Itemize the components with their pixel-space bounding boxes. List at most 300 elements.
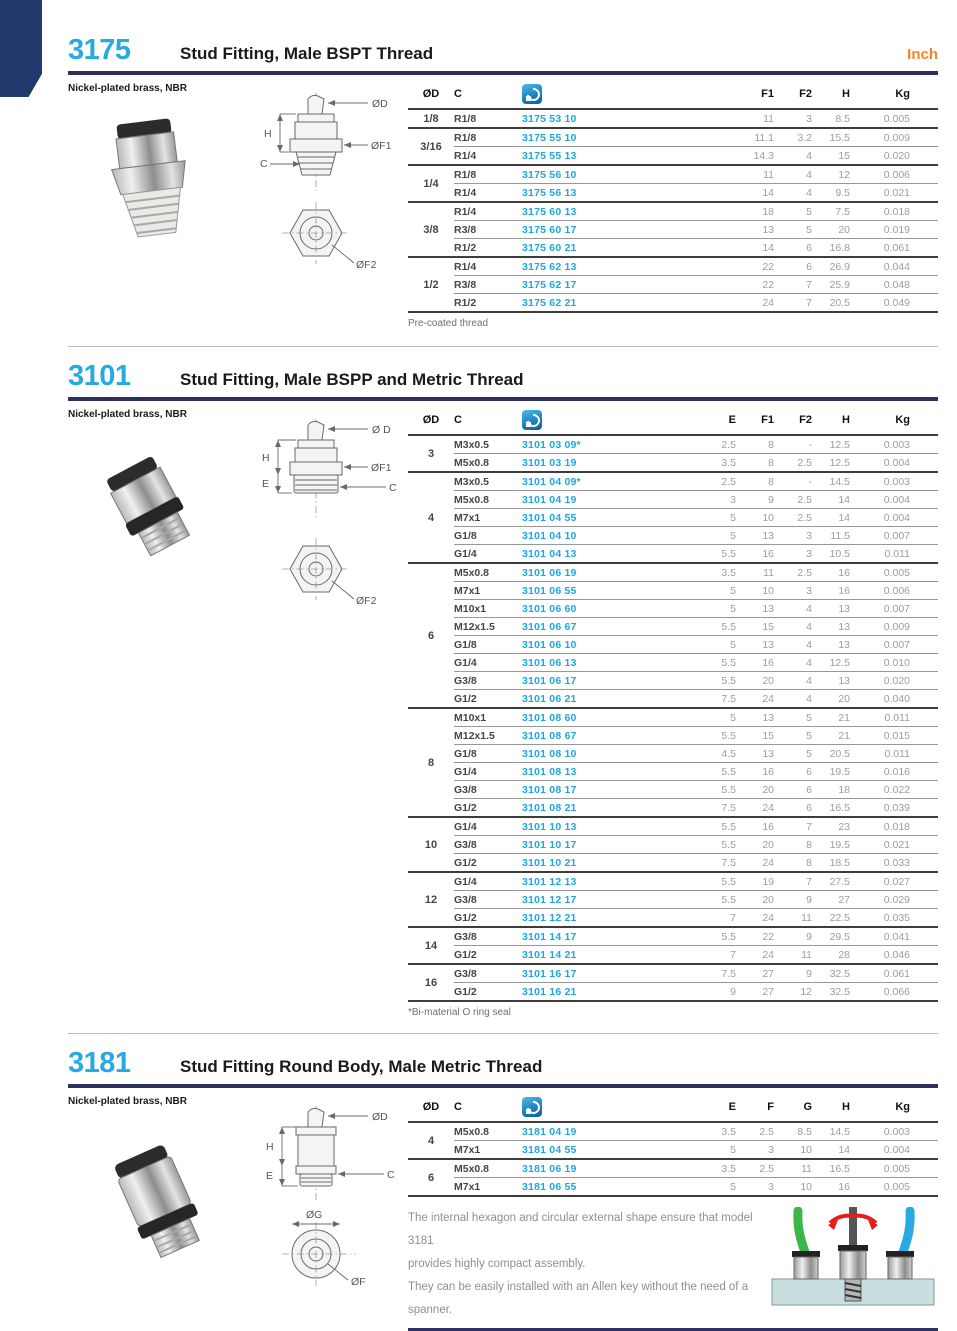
col-header-f: F [767, 1101, 774, 1113]
dim-value-cell: 11 [782, 1159, 820, 1178]
dim-value-cell: 24 [744, 799, 782, 818]
dim-value-cell: 7.5 [706, 964, 744, 983]
dim-value-cell: 24 [744, 946, 782, 965]
dim-value-cell: 14 [820, 1141, 858, 1160]
thread-cell: G1/8 [454, 636, 522, 654]
left-column [68, 1096, 408, 1296]
thread-cell: R1/8 [454, 128, 522, 147]
dim-value-cell: 20 [820, 690, 858, 709]
material-label: Nickel-plated brass, NBR [68, 1096, 187, 1107]
table-row [408, 1178, 938, 1197]
od-size-cell: 16 [408, 964, 454, 1001]
dim-value-cell: 14.3 [744, 147, 782, 166]
dim-value-cell: 20 [744, 781, 782, 799]
dim-value-cell: 16.8 [820, 239, 858, 258]
section-separator [68, 1033, 938, 1034]
part-number-cell: 3101 03 19 [522, 454, 706, 473]
dim-value-cell: 7 [782, 817, 820, 836]
dim-value-cell: 16 [744, 817, 782, 836]
dim-value-cell: 19.5 [820, 763, 858, 781]
dim-value-cell: 2.5 [782, 454, 820, 473]
dim-value-cell: 15 [820, 147, 858, 166]
dim-value-cell: 0.005 [858, 563, 938, 582]
dim-value-cell: 13 [744, 221, 782, 239]
dim-value-cell: 16.5 [820, 1159, 858, 1178]
dim-value-cell: 0.011 [858, 708, 938, 727]
product-photo [86, 449, 226, 589]
dim-value-cell: 0.015 [858, 727, 938, 745]
dim-value-cell: 11.1 [744, 128, 782, 147]
table-header-row [408, 409, 938, 435]
table-row [408, 1159, 938, 1178]
od-size-cell: 8 [408, 708, 454, 817]
dim-value-cell: 3 [744, 1178, 782, 1197]
thread-cell: G1/2 [454, 690, 522, 709]
dim-value-cell: 9 [744, 491, 782, 509]
dim-value-cell: 11 [744, 109, 782, 128]
diagram-label-g: ØG [306, 1209, 323, 1221]
dim-value-cell: 3 [744, 1141, 782, 1160]
dim-value-cell: 28 [820, 946, 858, 965]
dim-value-cell: 18 [744, 202, 782, 221]
dim-value-cell: 13 [744, 527, 782, 545]
dim-value-cell: 5 [706, 1178, 744, 1197]
brand-icon [522, 1097, 542, 1117]
thread-cell: G1/2 [454, 909, 522, 928]
dim-value-cell: 3.5 [706, 454, 744, 473]
od-size-cell: 1/2 [408, 257, 454, 312]
dim-value-cell: 2.5 [782, 563, 820, 582]
thread-cell: M7x1 [454, 582, 522, 600]
dim-value-cell: 21 [820, 708, 858, 727]
table-row [408, 294, 938, 313]
part-number-cell: 3101 08 21 [522, 799, 706, 818]
dim-value-cell: 27 [744, 983, 782, 1002]
thread-cell: M7x1 [454, 1141, 522, 1160]
part-number-cell: 3175 60 13 [522, 202, 744, 221]
dim-value-cell: 22 [744, 276, 782, 294]
dim-value-cell: 5 [782, 745, 820, 763]
dim-value-cell: 0.011 [858, 745, 938, 763]
thread-cell: G1/2 [454, 854, 522, 873]
part-number-cell: 3101 16 21 [522, 983, 706, 1002]
table-row [408, 927, 938, 946]
diagram-label-c: C [387, 1169, 395, 1181]
left-column [68, 409, 408, 1018]
dim-value-cell: 0.020 [858, 672, 938, 690]
right-column [408, 409, 938, 1018]
dim-value-cell: 3 [706, 491, 744, 509]
diagram-label-od: ØD [372, 98, 388, 110]
page-corner-tab [0, 0, 42, 97]
col-header-kg: Kg [895, 88, 910, 100]
dim-value-cell: 16 [744, 763, 782, 781]
dim-value-cell: 5 [706, 1141, 744, 1160]
part-number-cell: 3101 04 13 [522, 545, 706, 564]
part-number-cell: 3101 06 60 [522, 600, 706, 618]
dim-value-cell: 4 [782, 672, 820, 690]
table-row [408, 708, 938, 727]
dim-value-cell: 13 [820, 618, 858, 636]
dim-value-cell: 14.5 [820, 472, 858, 491]
dim-value-cell: 12.5 [820, 454, 858, 473]
dim-value-cell: 13 [744, 636, 782, 654]
thread-cell: G1/2 [454, 799, 522, 818]
dim-value-cell: 5.5 [706, 836, 744, 854]
part-number-cell: 3175 56 10 [522, 165, 744, 184]
thread-cell: R3/8 [454, 276, 522, 294]
product-note [408, 1207, 760, 1322]
dim-value-cell: 0.044 [858, 257, 938, 276]
thread-cell: R1/2 [454, 294, 522, 313]
table-row [408, 781, 938, 799]
col-header-f2: F2 [799, 88, 812, 100]
dim-value-cell: 16.5 [820, 799, 858, 818]
table-row [408, 872, 938, 891]
od-size-cell: 3/16 [408, 128, 454, 165]
dim-value-cell: 21 [820, 727, 858, 745]
dim-value-cell: 5.5 [706, 927, 744, 946]
od-size-cell: 6 [408, 563, 454, 708]
dim-value-cell: 5 [706, 527, 744, 545]
dim-value-cell: 20.5 [820, 294, 858, 313]
dim-value-cell: 22.5 [820, 909, 858, 928]
dim-value-cell: 6 [782, 799, 820, 818]
dim-value-cell: 2.5 [782, 491, 820, 509]
section-separator [68, 346, 938, 347]
diagram-label-f: ØF [351, 1276, 366, 1288]
dim-value-cell: 20 [744, 836, 782, 854]
part-number-cell: 3101 03 09* [522, 435, 706, 454]
dim-value-cell: 15 [744, 727, 782, 745]
section-body [68, 409, 938, 1018]
col-header-od: ØD [422, 414, 440, 426]
dim-value-cell: 0.040 [858, 690, 938, 709]
part-number-cell: 3181 06 19 [522, 1159, 706, 1178]
dim-value-cell: 8.5 [820, 109, 858, 128]
dim-value-cell: 24 [744, 294, 782, 313]
table-row [408, 239, 938, 258]
dim-value-cell: 5.5 [706, 763, 744, 781]
technical-diagram [236, 419, 406, 629]
section-3181 [68, 1047, 938, 1331]
table-row [408, 836, 938, 854]
dim-value-cell: 3.5 [706, 563, 744, 582]
dim-value-cell: 0.021 [858, 836, 938, 854]
dim-value-cell: 5 [706, 582, 744, 600]
dim-value-cell: 0.009 [858, 618, 938, 636]
dim-value-cell: 19.5 [820, 836, 858, 854]
dim-value-cell: 0.003 [858, 472, 938, 491]
dim-value-cell: 18.5 [820, 854, 858, 873]
dim-value-cell: 3 [782, 545, 820, 564]
dim-value-cell: 5 [782, 708, 820, 727]
col-header-c: C [454, 414, 462, 426]
dim-value-cell: 22 [744, 927, 782, 946]
part-number-cell: 3101 06 13 [522, 654, 706, 672]
note-line: provides highly compact assembly. [408, 1258, 586, 1270]
dim-value-cell: 5 [782, 202, 820, 221]
part-number-cell: 3101 12 21 [522, 909, 706, 928]
dim-value-cell: 12.5 [820, 435, 858, 454]
thread-cell: G1/4 [454, 545, 522, 564]
table-row [408, 491, 938, 509]
dim-value-cell: 16 [744, 545, 782, 564]
table-header-row [408, 83, 938, 109]
dim-value-cell: 20 [820, 221, 858, 239]
table-row [408, 202, 938, 221]
thread-cell: R1/2 [454, 239, 522, 258]
part-number-cell: 3101 08 60 [522, 708, 706, 727]
table-row [408, 817, 938, 836]
parts-table-3181 [408, 1096, 938, 1197]
dim-value-cell: 11 [744, 563, 782, 582]
dim-value-cell: 13 [820, 636, 858, 654]
table-row [408, 563, 938, 582]
dim-value-cell: 11 [744, 165, 782, 184]
dim-value-cell: 8.5 [782, 1122, 820, 1141]
dim-value-cell: - [782, 472, 820, 491]
thread-cell: R1/4 [454, 202, 522, 221]
col-header-h: H [842, 88, 850, 100]
col-header-part-number [522, 409, 706, 435]
part-number-cell: 3101 12 17 [522, 891, 706, 909]
diagram-label-c: C [260, 158, 268, 170]
dim-value-cell: 5.5 [706, 618, 744, 636]
thread-cell: M7x1 [454, 1178, 522, 1197]
diagram-label-od: Ø D [372, 424, 391, 436]
col-header-f1: F1 [761, 88, 774, 100]
section-title: Stud Fitting Round Body, Male Metric Thread [180, 1057, 543, 1076]
dim-value-cell: 24 [744, 909, 782, 928]
thread-cell: M7x1 [454, 509, 522, 527]
dim-value-cell: 16 [820, 563, 858, 582]
diagram-label-f1: ØF1 [371, 140, 392, 152]
part-number-cell: 3101 04 09* [522, 472, 706, 491]
dim-value-cell: 8 [744, 435, 782, 454]
od-size-cell: 1/8 [408, 109, 454, 128]
table-row [408, 147, 938, 166]
col-header-e: E [728, 1101, 736, 1113]
dim-value-cell: 5.5 [706, 654, 744, 672]
thread-cell: G1/4 [454, 763, 522, 781]
table-row [408, 854, 938, 873]
dim-value-cell: 10 [744, 582, 782, 600]
table-row [408, 891, 938, 909]
section-number: 3175 [68, 34, 131, 66]
part-number-cell: 3101 12 13 [522, 872, 706, 891]
col-header-e: E [728, 414, 736, 426]
parts-table-3175 [408, 83, 938, 313]
dim-value-cell: 0.003 [858, 435, 938, 454]
table-row [408, 600, 938, 618]
dim-value-cell: 9 [782, 964, 820, 983]
table-row [408, 165, 938, 184]
diagram-label-f2: ØF2 [356, 595, 377, 607]
part-number-cell: 3181 06 55 [522, 1178, 706, 1197]
col-header-f1: F1 [761, 414, 774, 426]
dim-value-cell: 5 [706, 509, 744, 527]
section-title: Stud Fitting, Male BSPT Thread [180, 44, 434, 63]
dim-value-cell: 8 [744, 454, 782, 473]
thread-cell: R1/8 [454, 109, 522, 128]
col-header-od: ØD [422, 88, 440, 100]
thread-cell: M3x0.5 [454, 435, 522, 454]
dim-value-cell: 7 [782, 276, 820, 294]
dim-value-cell: 14 [820, 509, 858, 527]
table-row [408, 636, 938, 654]
dim-value-cell: 20.5 [820, 745, 858, 763]
dim-value-cell: 12 [782, 983, 820, 1002]
table-row [408, 654, 938, 672]
part-number-cell: 3101 10 17 [522, 836, 706, 854]
section-number: 3101 [68, 360, 131, 392]
table-row [408, 545, 938, 564]
thread-cell: M12x1.5 [454, 618, 522, 636]
part-number-cell: 3101 06 55 [522, 582, 706, 600]
dim-value-cell: 11.5 [820, 527, 858, 545]
material-label: Nickel-plated brass, NBR [68, 83, 187, 94]
dim-value-cell: 0.007 [858, 527, 938, 545]
thread-cell: G1/4 [454, 654, 522, 672]
section-header [68, 360, 938, 393]
table-row [408, 184, 938, 203]
dim-value-cell: 13 [744, 600, 782, 618]
dim-value-cell: 9 [782, 891, 820, 909]
diagram-label-c: C [389, 482, 397, 494]
part-number-cell: 3175 55 10 [522, 128, 744, 147]
part-number-cell: 3101 06 67 [522, 618, 706, 636]
dim-value-cell: 24 [744, 854, 782, 873]
part-number-cell: 3101 14 21 [522, 946, 706, 965]
thread-cell: M10x1 [454, 708, 522, 727]
table-row [408, 276, 938, 294]
thread-cell: G3/8 [454, 781, 522, 799]
table-row [408, 221, 938, 239]
section-body [68, 83, 938, 331]
dim-value-cell: 5 [782, 221, 820, 239]
part-number-cell: 3181 04 19 [522, 1122, 706, 1141]
dim-value-cell: 20 [744, 672, 782, 690]
section-body [68, 1096, 938, 1331]
part-number-cell: 3101 06 19 [522, 563, 706, 582]
table-row [408, 109, 938, 128]
dim-value-cell: 16 [744, 654, 782, 672]
dim-value-cell: 0.007 [858, 600, 938, 618]
part-number-cell: 3101 16 17 [522, 964, 706, 983]
dim-value-cell: 5 [782, 727, 820, 745]
dim-value-cell: 9 [706, 983, 744, 1002]
dim-value-cell: 0.066 [858, 983, 938, 1002]
part-number-cell: 3175 62 13 [522, 257, 744, 276]
thread-cell: G3/8 [454, 927, 522, 946]
part-number-cell: 3175 56 13 [522, 184, 744, 203]
dim-value-cell: 0.018 [858, 202, 938, 221]
table-row [408, 672, 938, 690]
dim-value-cell: 29.5 [820, 927, 858, 946]
diagram-label-h: H [264, 128, 272, 140]
od-size-cell: 14 [408, 927, 454, 964]
table-row [408, 582, 938, 600]
section-rule [68, 397, 938, 401]
dim-value-cell: 0.041 [858, 927, 938, 946]
dim-value-cell: 13 [820, 600, 858, 618]
brand-icon [522, 84, 542, 104]
thread-cell: M5x0.8 [454, 1159, 522, 1178]
dim-value-cell: 13 [744, 745, 782, 763]
dim-value-cell: 4 [782, 147, 820, 166]
dim-value-cell: 5 [706, 600, 744, 618]
part-number-cell: 3101 06 17 [522, 672, 706, 690]
dim-value-cell: 5.5 [706, 545, 744, 564]
dim-value-cell: 14 [820, 491, 858, 509]
table-row [408, 618, 938, 636]
part-number-cell: 3101 08 17 [522, 781, 706, 799]
dim-value-cell: 4 [782, 165, 820, 184]
part-number-cell: 3101 08 10 [522, 745, 706, 763]
od-size-cell: 6 [408, 1159, 454, 1196]
od-size-cell: 10 [408, 817, 454, 872]
dim-value-cell: 0.003 [858, 1122, 938, 1141]
table-row [408, 1122, 938, 1141]
table-row [408, 257, 938, 276]
dim-value-cell: 0.020 [858, 147, 938, 166]
dim-value-cell: 0.039 [858, 799, 938, 818]
thread-cell: G1/8 [454, 527, 522, 545]
dim-value-cell: 20 [744, 891, 782, 909]
dim-value-cell: 6 [782, 257, 820, 276]
section-header [68, 34, 938, 67]
dim-value-cell: 15.5 [820, 128, 858, 147]
dim-value-cell: 2.5 [706, 435, 744, 454]
dim-value-cell: 5.5 [706, 672, 744, 690]
dim-value-cell: 32.5 [820, 964, 858, 983]
dim-value-cell: 0.046 [858, 946, 938, 965]
dim-value-cell: 27 [744, 964, 782, 983]
part-number-cell: 3175 62 17 [522, 276, 744, 294]
diagram-label-h: H [262, 452, 270, 464]
dim-value-cell: 10 [782, 1141, 820, 1160]
table-row [408, 527, 938, 545]
dim-value-cell: 0.004 [858, 454, 938, 473]
dim-value-cell: 14.5 [820, 1122, 858, 1141]
part-number-cell: 3175 55 13 [522, 147, 744, 166]
table-row [408, 472, 938, 491]
thread-cell: M5x0.8 [454, 563, 522, 582]
dim-value-cell: 11 [782, 946, 820, 965]
diagram-label-e: E [262, 478, 270, 490]
dim-value-cell: 8 [744, 472, 782, 491]
part-number-cell: 3101 10 13 [522, 817, 706, 836]
table-row [408, 727, 938, 745]
section-number: 3181 [68, 1047, 131, 1079]
dim-value-cell: 3.5 [706, 1122, 744, 1141]
col-header-c: C [454, 1101, 462, 1113]
dim-value-cell: 3.5 [706, 1159, 744, 1178]
thread-cell: R1/4 [454, 184, 522, 203]
dim-value-cell: 0.048 [858, 276, 938, 294]
dim-value-cell: 4 [782, 600, 820, 618]
dim-value-cell: 7 [782, 872, 820, 891]
dim-value-cell: 14 [744, 239, 782, 258]
thread-cell: G1/2 [454, 983, 522, 1002]
dim-value-cell: 0.035 [858, 909, 938, 928]
thread-cell: G3/8 [454, 891, 522, 909]
dim-value-cell: - [782, 435, 820, 454]
dim-value-cell: 5.5 [706, 727, 744, 745]
col-header-f2: F2 [799, 414, 812, 426]
table-footnote: Pre-coated thread [408, 318, 489, 329]
